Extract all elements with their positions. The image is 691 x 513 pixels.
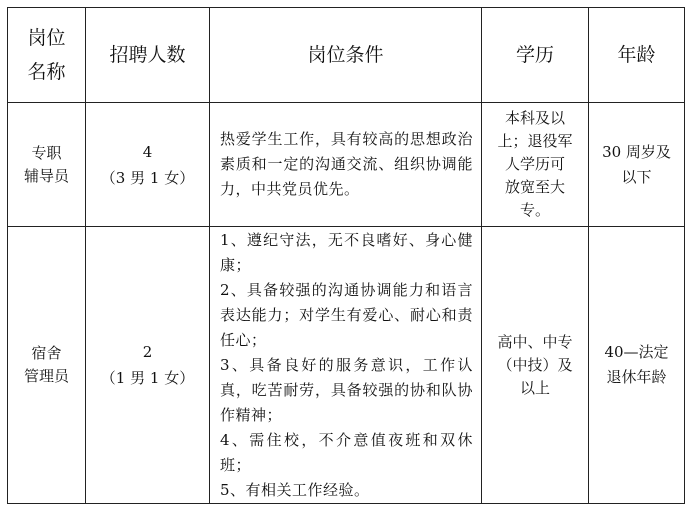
- row-conditions: [210, 103, 482, 227]
- education-line: 人学历可: [504, 155, 565, 173]
- row-age: [589, 227, 685, 504]
- header-position: [8, 8, 86, 103]
- header-position-line2: 名称: [27, 61, 66, 83]
- condition-item: 5、有相关工作经验。: [220, 480, 370, 499]
- age-line: 以下: [621, 167, 652, 186]
- row-position: [8, 103, 86, 227]
- header-recruit-count: 招聘人数: [86, 8, 210, 103]
- row-education: [482, 103, 589, 227]
- position-line: 辅导员: [23, 166, 69, 185]
- age-line: 退休年龄: [606, 368, 667, 386]
- position-line: 宿舍: [31, 344, 62, 362]
- header-position-line1: 岗位: [27, 27, 66, 49]
- row-count: [86, 103, 210, 227]
- row-conditions: [210, 227, 482, 504]
- education-line: 专。: [519, 201, 550, 219]
- age-line: 30 周岁及: [602, 142, 671, 161]
- education-line: 上；退役军: [497, 132, 573, 150]
- education-line: 以上: [519, 378, 550, 397]
- education-line: 本科及以: [504, 109, 565, 127]
- education-line: 高中、中专: [497, 332, 573, 351]
- table-row: [8, 227, 685, 504]
- header-row: [8, 8, 685, 103]
- header-conditions: 岗位条件: [210, 8, 482, 103]
- count-gender: （1 男 1 女）: [100, 369, 195, 387]
- condition-item: 4、需住校，不介意值夜班和双休班；: [220, 430, 473, 474]
- condition-item: 1、遵纪守法，无不良嗜好、身心健康；: [220, 230, 473, 274]
- row-position: [8, 227, 86, 504]
- row-education: [482, 227, 589, 504]
- count-number: 2: [142, 343, 153, 361]
- row-age: [589, 103, 685, 227]
- education-line: 放宽至大: [504, 178, 565, 196]
- education-line: （中技）及: [497, 355, 573, 374]
- table-row: [8, 103, 685, 227]
- position-line: 专职: [31, 143, 62, 162]
- condition-item: 2、具备较强的沟通协调能力和语言表达能力；对学生有爱心、耐心和责任心；: [220, 280, 473, 349]
- header-age: 年龄: [589, 8, 685, 103]
- recruitment-table: [7, 7, 685, 504]
- header-education: 学历: [482, 8, 589, 103]
- condition-item: 3、具备良好的服务意识，工作认真，吃苦耐劳，具备较强的协和队协作精神；: [220, 355, 473, 424]
- count-number: 4: [142, 142, 153, 161]
- count-gender: （3 男 1 女）: [100, 168, 195, 187]
- age-line: 40—法定: [604, 343, 669, 361]
- row-count: [86, 227, 210, 504]
- condition-text: 热爱学生工作，具有较高的思想政治素质和一定的沟通交流、组织协调能力，中共党员优先。: [220, 130, 473, 198]
- position-line: 管理员: [23, 367, 69, 385]
